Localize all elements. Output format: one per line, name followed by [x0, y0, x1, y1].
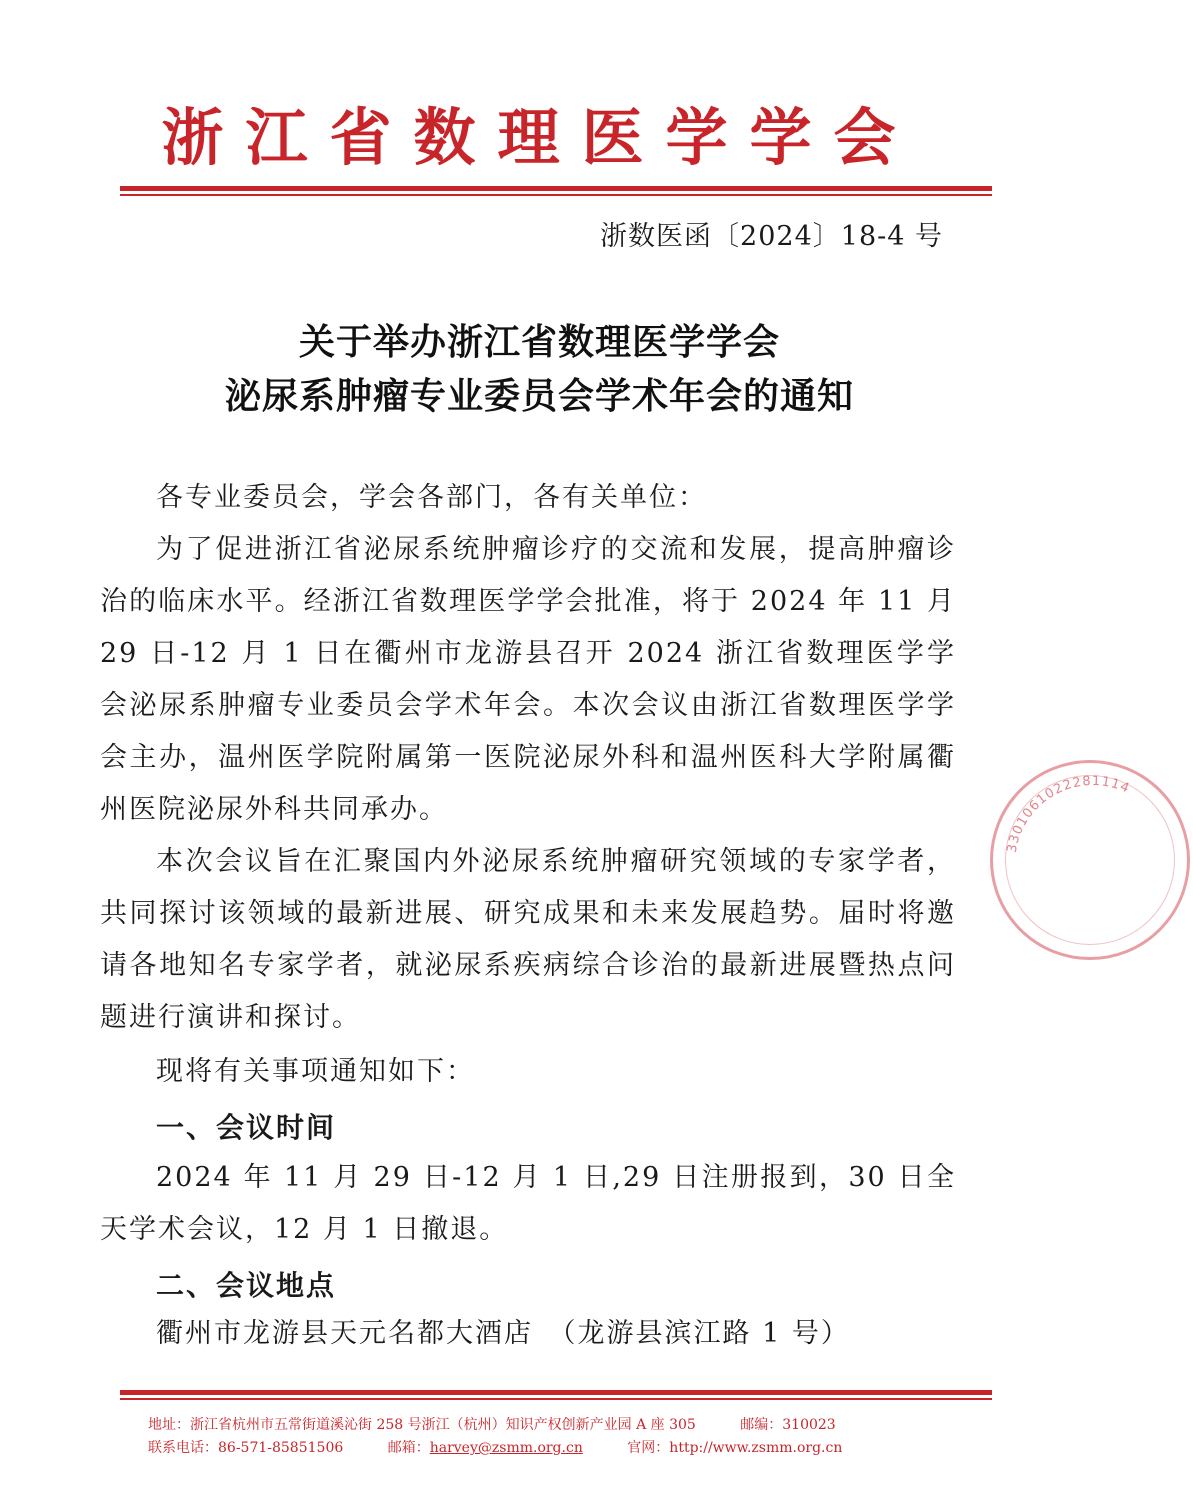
section-heading-venue: 二、会议地点	[156, 1269, 337, 1302]
paragraph-intro: 为了促进浙江省泌尿系统肿瘤诊疗的交流和发展，提高肿瘤诊治的临床水平。经浙江省数理医学学会批准，将于 2024 年 11 月 29 日-12 月 1 日在衢州市龙游县召开 2024 浙江省数理医学学会泌尿系肿瘤专业委员会学术年会。本次会议由浙江省数理医学学会主办，温州医学院附属第一医院泌尿外科和温州医科大学附属衢州医院泌尿外科共同承办。	[100, 534, 956, 825]
footer-address: 地址：浙江省杭州市五常街道溪沁街 258 号浙江（杭州）知识产权创新产业园 A 座 305	[148, 1417, 696, 1433]
footer-email-link[interactable]: harvey@zsmm.org.cn	[429, 1440, 583, 1456]
svg-text:3301061022281114	[1005, 774, 1132, 854]
header-rule-thin	[120, 194, 992, 196]
footer-email-label: 邮箱：	[387, 1440, 430, 1456]
section-text-venue: 衢州市龙游县天元名都大酒店 （龙游县滨江路 1 号）	[156, 1318, 850, 1349]
letterhead-org-name: 浙江省数理医学学会	[161, 101, 918, 174]
footer-phone: 联系电话：86-571-85851506	[148, 1440, 344, 1456]
footer-website[interactable]: 官网：http://www.zsmm.org.cn	[627, 1440, 843, 1456]
header-rule-thick	[120, 186, 992, 191]
seal-code-arc	[993, 763, 1193, 963]
official-seal-stamp	[990, 760, 1190, 960]
footer-rule-thick	[120, 1390, 992, 1395]
section-heading-time: 一、会议时间	[156, 1111, 337, 1144]
title-line-1: 关于举办浙江省数理医学学会	[298, 322, 780, 363]
footer-email-group	[388, 1440, 583, 1456]
section-text-time: 2024 年 11 月 29 日-12 月 1 日,29 日注册报到，30 日全天学术会议，12 月 1 日撤退。	[100, 1162, 956, 1245]
seal-code-text: 3301061022281114	[1004, 773, 1133, 854]
footer-rule-thin	[120, 1398, 992, 1400]
document-number: 浙数医函〔2024〕18-4 号	[600, 221, 943, 252]
footer-contact-line	[148, 1437, 882, 1457]
salutation: 各专业委员会，学会各部门，各有关单位：	[156, 482, 707, 513]
footer-address-line	[148, 1414, 876, 1434]
paragraph-purpose: 本次会议旨在汇聚国内外泌尿系统肿瘤研究领域的专家学者，共同探讨该领域的最新进展、研究成果和未来发展趋势。届时将邀请各地知名专家学者，就泌尿系疾病综合诊治的最新进展暨热点问题进行演讲和探讨。	[100, 846, 956, 1033]
title-line-2: 泌尿系肿瘤专业委员会学术年会的通知	[224, 376, 854, 417]
paragraph-notice-lead: 现将有关事项通知如下：	[156, 1056, 475, 1087]
footer-postcode: 邮编：310023	[740, 1417, 836, 1433]
